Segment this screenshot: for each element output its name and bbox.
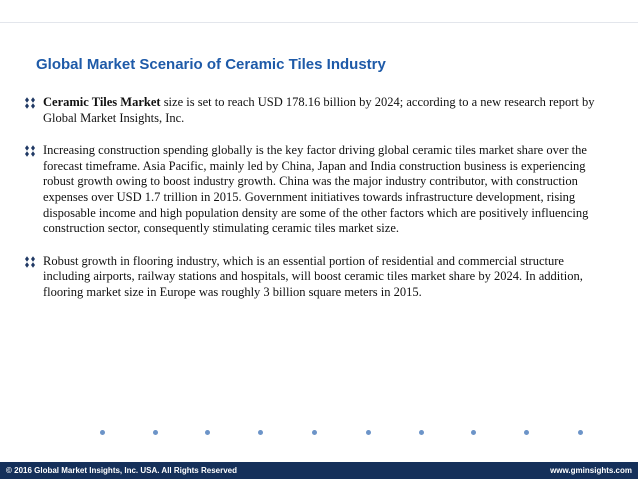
footer-bar <box>0 462 638 479</box>
diamond-bullet-icon <box>24 97 36 109</box>
dot-icon <box>205 430 210 435</box>
bullet-text: Increasing construction spending globally is the key factor driving global ceramic tiles market share over the forecast timeframe. Asia Pacific, mainly led by China, Japan and India construction business is experiencing robust growth owing to boost industry growth. China was the major industry contributor, with construction expenses over USD 1.7 trillion in 2015. Government initiatives towards infrastructure development, rising disposable income and high population density are some of the other factors which are positively influencing construction sector, consequently stimulating ceramic tiles market size. <box>43 143 589 236</box>
bullet-item <box>24 254 610 301</box>
dot-icon <box>524 430 529 435</box>
bullet-item <box>24 143 610 237</box>
dot-icon <box>100 430 105 435</box>
bullet-text: Robust growth in flooring industry, which is an essential portion of residential and commercial structure including airports, railway stations and hospitals, will boost ceramic tiles market share by 2024. In addition, flooring market size in Europe was roughly 3 billion square meters in 2015. <box>43 253 583 299</box>
dot-icon <box>419 430 424 435</box>
footer-copyright: © 2016 Global Market Insights, Inc. USA. All Rights Reserved <box>6 466 237 475</box>
diamond-bullet-icon <box>24 256 36 268</box>
bullet-item <box>24 95 610 126</box>
decorative-dots <box>0 430 638 436</box>
diamond-bullet-icon <box>24 145 36 157</box>
bullet-list <box>24 95 610 318</box>
bullet-text: size is set to reach USD 178.16 billion by 2024; according to a new research report by Global Market Insights, Inc. <box>43 95 595 125</box>
bullet-lead: Ceramic Tiles Market <box>43 95 161 109</box>
dot-icon <box>471 430 476 435</box>
dot-icon <box>153 430 158 435</box>
footer-website-link[interactable]: www.gminsights.com <box>550 466 632 475</box>
dot-icon <box>366 430 371 435</box>
slide-title: Global Market Scenario of Ceramic Tiles Industry <box>36 56 386 73</box>
dot-icon <box>258 430 263 435</box>
dot-icon <box>312 430 317 435</box>
dot-icon <box>578 430 583 435</box>
header-divider <box>0 0 638 23</box>
